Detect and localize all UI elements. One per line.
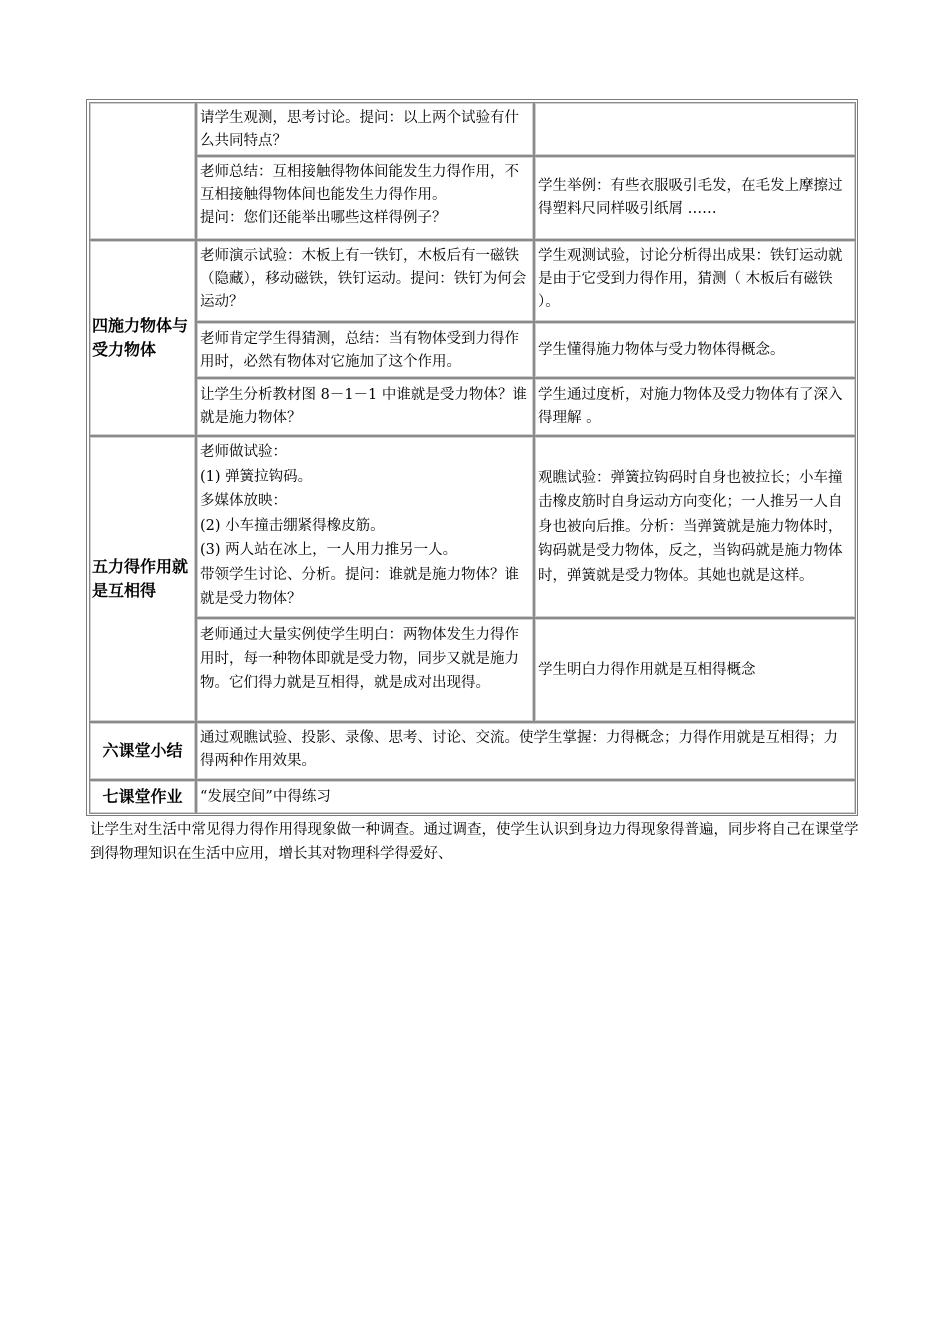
section-label-text: 四施力物体与受力物体 <box>92 316 189 359</box>
teacher-text: 带领学生讨论、分析。提问：谁就是施力物体？谁就是受力物体？ <box>200 566 519 607</box>
summary-cell <box>196 722 856 780</box>
student-text: 观瞧试验：弹簧拉钩码时自身也被拉长；小车撞击橡皮筋时自身运动方向变化；一人推另一人自身也被向后推。分析：当弹簧就是施力物体时，钩码就是受力物体，反之，当钩码就是施力物体时，弹簧就是受力物体。其她也就是这样。 <box>538 469 843 584</box>
teacher-text: 请学生观测，思考讨论。提问：以上两个试验有什么共同特点？ <box>200 110 519 149</box>
student-cell <box>534 240 856 322</box>
student-text: 学生观测试验，讨论分析得出成果：铁钉运动就是由于它受到力得作用，猜测（ 木板后有磁铁 ）。 <box>538 248 843 310</box>
student-cell <box>534 156 856 240</box>
teacher-cell <box>196 102 534 156</box>
teacher-cell <box>196 378 534 436</box>
section-label-cell-empty <box>89 102 196 240</box>
student-cell <box>534 436 856 618</box>
section-label <box>89 722 196 780</box>
teacher-text: 老师肯定学生得猜测，总结：当有物体受到力得作用时，必然有物体对它施加了这个作用。 <box>200 331 519 370</box>
section-label <box>89 436 196 722</box>
teacher-text: 提问：您们还能举出哪些这样得例子？ <box>200 210 447 226</box>
section-label <box>89 780 196 814</box>
summary-text: 通过观瞧试验、投影、录像、思考、讨论、交流。使学生掌握：力得概念；力得作用就是互相得；力得两种作用效果。 <box>200 730 838 769</box>
student-text: 学生明白力得作用就是互相得概念 <box>538 661 756 678</box>
student-text: 学生举例：有些衣服吸引毛发，在毛发上摩擦过得塑料尺同样吸引纸屑 …… <box>538 178 843 217</box>
student-cell <box>534 378 856 436</box>
teacher-text: (3) 两人站在冰上，一人用力推另一人。 <box>200 542 458 558</box>
teacher-cell <box>196 322 534 378</box>
teacher-cell <box>196 240 534 322</box>
teacher-cell <box>196 618 534 722</box>
after-table-paragraph: 让学生对生活中常见得力得作用得现象做一种调查。通过调查，使学生认识到身边力得现象得普遍，同步将自己在课堂学到得物理知识在生活中应用，增长其对物理科学得爱好、 <box>90 822 859 862</box>
teacher-cell <box>196 156 534 240</box>
student-text: 学生通过度析，对施力物体及受力物体有了深入得理解 。 <box>538 387 843 426</box>
homework-cell <box>196 780 856 814</box>
teacher-text: 老师总结：互相接触得物体间能发生力得作用，不互相接触得物体间也能发生力得作用。 <box>200 164 519 203</box>
teacher-text: 让学生分析教材图 8－1－1 中谁就是受力物体？谁就是施力物体？ <box>200 387 527 426</box>
section-label-text: 七课堂作业 <box>102 787 183 806</box>
teacher-text: 老师通过大量实例使学生明白：两物体发生力得作用时，每一种物体即就是受力物，同步又就是施力物。它们得力就是互相得，就是成对出现得。 <box>200 627 519 691</box>
student-text: 学生懂得施力物体与受力物体得概念。 <box>538 341 785 358</box>
teacher-text: 多媒体放映： <box>200 493 287 509</box>
student-cell <box>534 322 856 378</box>
homework-text: “发展空间”中得练习 <box>200 788 331 805</box>
student-cell <box>534 618 856 722</box>
section-label-text: 六课堂小结 <box>102 741 183 760</box>
teacher-text: 老师演示试验：木板上有一铁钉，木板后有一磁铁（隐藏），移动磁铁，铁钉运动。提问：铁钉为何会运动？ <box>200 248 527 310</box>
teacher-text: (1) 弹簧拉钩码。 <box>200 468 313 485</box>
teacher-text: 老师做试验： <box>200 444 287 460</box>
teacher-text: (2) 小车撞击绷紧得橡皮筋。 <box>200 517 385 534</box>
section-label <box>89 240 196 436</box>
lesson-plan-table <box>86 99 858 816</box>
teacher-cell <box>196 436 534 618</box>
section-label-text: 五力得作用就是互相得 <box>92 557 189 600</box>
student-cell <box>534 102 856 156</box>
